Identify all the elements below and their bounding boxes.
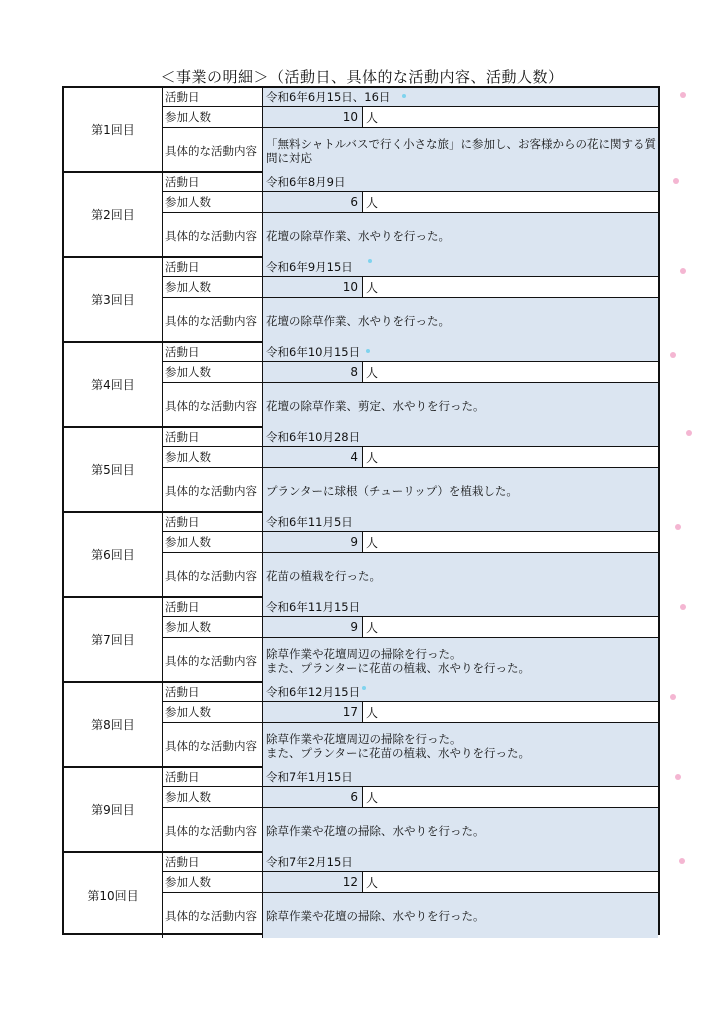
entry-row bbox=[64, 853, 658, 938]
margin-dot bbox=[680, 92, 686, 98]
activity-label: 具体的な活動内容 bbox=[163, 383, 263, 428]
date-field[interactable]: 令和7年2月15日 bbox=[263, 853, 658, 872]
margin-dot bbox=[675, 774, 681, 780]
date-label: 活動日 bbox=[163, 258, 263, 277]
date-field[interactable]: 令和6年11月15日 bbox=[263, 598, 658, 617]
page-title: ＜事業の明細＞（活動日、具体的な活動内容、活動人数） bbox=[160, 68, 564, 86]
date-label: 活動日 bbox=[163, 343, 263, 362]
round-label: 第6回目 bbox=[64, 513, 163, 596]
activity-field[interactable]: 花壇の除草作業、剪定、水やりを行った。 bbox=[263, 383, 658, 428]
date-label: 活動日 bbox=[163, 598, 263, 617]
round-label: 第3回目 bbox=[64, 258, 163, 341]
round-label: 第8回目 bbox=[64, 683, 163, 766]
activity-field[interactable]: プランターに球根（チューリップ）を植栽した。 bbox=[263, 468, 658, 513]
participants-label: 参加人数 bbox=[163, 362, 263, 383]
participants-label: 参加人数 bbox=[163, 192, 263, 213]
participants-count-field[interactable]: 12 bbox=[263, 872, 363, 893]
entry-row bbox=[64, 258, 658, 343]
participants-label: 参加人数 bbox=[163, 872, 263, 893]
participants-label: 参加人数 bbox=[163, 107, 263, 128]
participants-unit: 人 bbox=[363, 192, 658, 213]
margin-dot bbox=[670, 352, 676, 358]
cursor-mark bbox=[362, 686, 366, 690]
date-field[interactable]: 令和7年1月15日 bbox=[263, 768, 658, 787]
entry-row bbox=[64, 598, 658, 683]
participants-label: 参加人数 bbox=[163, 617, 263, 638]
participants-label: 参加人数 bbox=[163, 447, 263, 468]
participants-count-field[interactable]: 6 bbox=[263, 192, 363, 213]
activity-label: 具体的な活動内容 bbox=[163, 553, 263, 598]
round-label: 第5回目 bbox=[64, 428, 163, 511]
entry-row bbox=[64, 513, 658, 598]
participants-label: 参加人数 bbox=[163, 277, 263, 298]
date-field[interactable]: 令和6年10月15日 bbox=[263, 343, 658, 362]
date-label: 活動日 bbox=[163, 768, 263, 787]
participants-unit: 人 bbox=[363, 362, 658, 383]
round-label: 第7回目 bbox=[64, 598, 163, 681]
activity-table bbox=[62, 86, 660, 935]
date-label: 活動日 bbox=[163, 88, 263, 107]
activity-label: 具体的な活動内容 bbox=[163, 808, 263, 853]
activity-label: 具体的な活動内容 bbox=[163, 468, 263, 513]
margin-dot bbox=[670, 694, 676, 700]
date-label: 活動日 bbox=[163, 173, 263, 192]
activity-field[interactable]: 除草作業や花壇周辺の掃除を行った。 また、プランターに花苗の植栽、水やりを行った。 bbox=[263, 638, 658, 683]
activity-label: 具体的な活動内容 bbox=[163, 213, 263, 258]
date-label: 活動日 bbox=[163, 428, 263, 447]
entry-row bbox=[64, 173, 658, 258]
participants-count-field[interactable]: 4 bbox=[263, 447, 363, 468]
margin-dot bbox=[680, 604, 686, 610]
entry-row bbox=[64, 88, 658, 173]
participants-label: 参加人数 bbox=[163, 787, 263, 808]
participants-unit: 人 bbox=[363, 872, 658, 893]
entry-row bbox=[64, 343, 658, 428]
cursor-mark bbox=[368, 259, 372, 263]
date-label: 活動日 bbox=[163, 513, 263, 532]
margin-dot bbox=[679, 858, 685, 864]
date-field[interactable]: 令和6年6月15日、16日 bbox=[263, 88, 658, 107]
date-field[interactable]: 令和6年8月9日 bbox=[263, 173, 658, 192]
participants-count-field[interactable]: 9 bbox=[263, 617, 363, 638]
participants-count-field[interactable]: 8 bbox=[263, 362, 363, 383]
participants-count-field[interactable]: 17 bbox=[263, 702, 363, 723]
activity-label: 具体的な活動内容 bbox=[163, 128, 263, 173]
round-label: 第2回目 bbox=[64, 173, 163, 256]
participants-unit: 人 bbox=[363, 447, 658, 468]
activity-field[interactable]: 除草作業や花壇の掃除、水やりを行った。 bbox=[263, 808, 658, 853]
activity-field[interactable]: 花壇の除草作業、水やりを行った。 bbox=[263, 213, 658, 258]
activity-field[interactable]: 「無料シャトルバスで行く小さな旅」に参加し、お客様からの花に関する質問に対応 bbox=[263, 128, 658, 173]
margin-dot bbox=[675, 524, 681, 530]
participants-unit: 人 bbox=[363, 787, 658, 808]
round-label: 第10回目 bbox=[64, 853, 163, 938]
cursor-mark bbox=[366, 349, 370, 353]
date-label: 活動日 bbox=[163, 853, 263, 872]
activity-field[interactable]: 除草作業や花壇の掃除、水やりを行った。 bbox=[263, 893, 658, 938]
participants-count-field[interactable]: 9 bbox=[263, 532, 363, 553]
participants-unit: 人 bbox=[363, 532, 658, 553]
date-field[interactable]: 令和6年10月28日 bbox=[263, 428, 658, 447]
participants-unit: 人 bbox=[363, 702, 658, 723]
participants-unit: 人 bbox=[363, 107, 658, 128]
margin-dot bbox=[686, 430, 692, 436]
entry-row bbox=[64, 683, 658, 768]
date-field[interactable]: 令和6年12月15日 bbox=[263, 683, 658, 702]
participants-unit: 人 bbox=[363, 277, 658, 298]
round-label: 第9回目 bbox=[64, 768, 163, 851]
activity-field[interactable]: 花苗の植栽を行った。 bbox=[263, 553, 658, 598]
activity-label: 具体的な活動内容 bbox=[163, 893, 263, 938]
margin-dot bbox=[673, 178, 679, 184]
participants-count-field[interactable]: 10 bbox=[263, 107, 363, 128]
participants-unit: 人 bbox=[363, 617, 658, 638]
participants-label: 参加人数 bbox=[163, 702, 263, 723]
activity-label: 具体的な活動内容 bbox=[163, 723, 263, 768]
activity-field[interactable]: 花壇の除草作業、水やりを行った。 bbox=[263, 298, 658, 343]
round-label: 第1回目 bbox=[64, 88, 163, 171]
entry-row bbox=[64, 428, 658, 513]
date-field[interactable]: 令和6年11月5日 bbox=[263, 513, 658, 532]
activity-field[interactable]: 除草作業や花壇周辺の掃除を行った。 また、プランターに花苗の植栽、水やりを行った。 bbox=[263, 723, 658, 768]
margin-dot bbox=[680, 268, 686, 274]
cursor-mark bbox=[402, 94, 406, 98]
participants-count-field[interactable]: 10 bbox=[263, 277, 363, 298]
participants-label: 参加人数 bbox=[163, 532, 263, 553]
entry-row bbox=[64, 768, 658, 853]
date-label: 活動日 bbox=[163, 683, 263, 702]
participants-count-field[interactable]: 6 bbox=[263, 787, 363, 808]
activity-label: 具体的な活動内容 bbox=[163, 638, 263, 683]
activity-label: 具体的な活動内容 bbox=[163, 298, 263, 343]
date-field[interactable]: 令和6年9月15日 bbox=[263, 258, 658, 277]
round-label: 第4回目 bbox=[64, 343, 163, 426]
